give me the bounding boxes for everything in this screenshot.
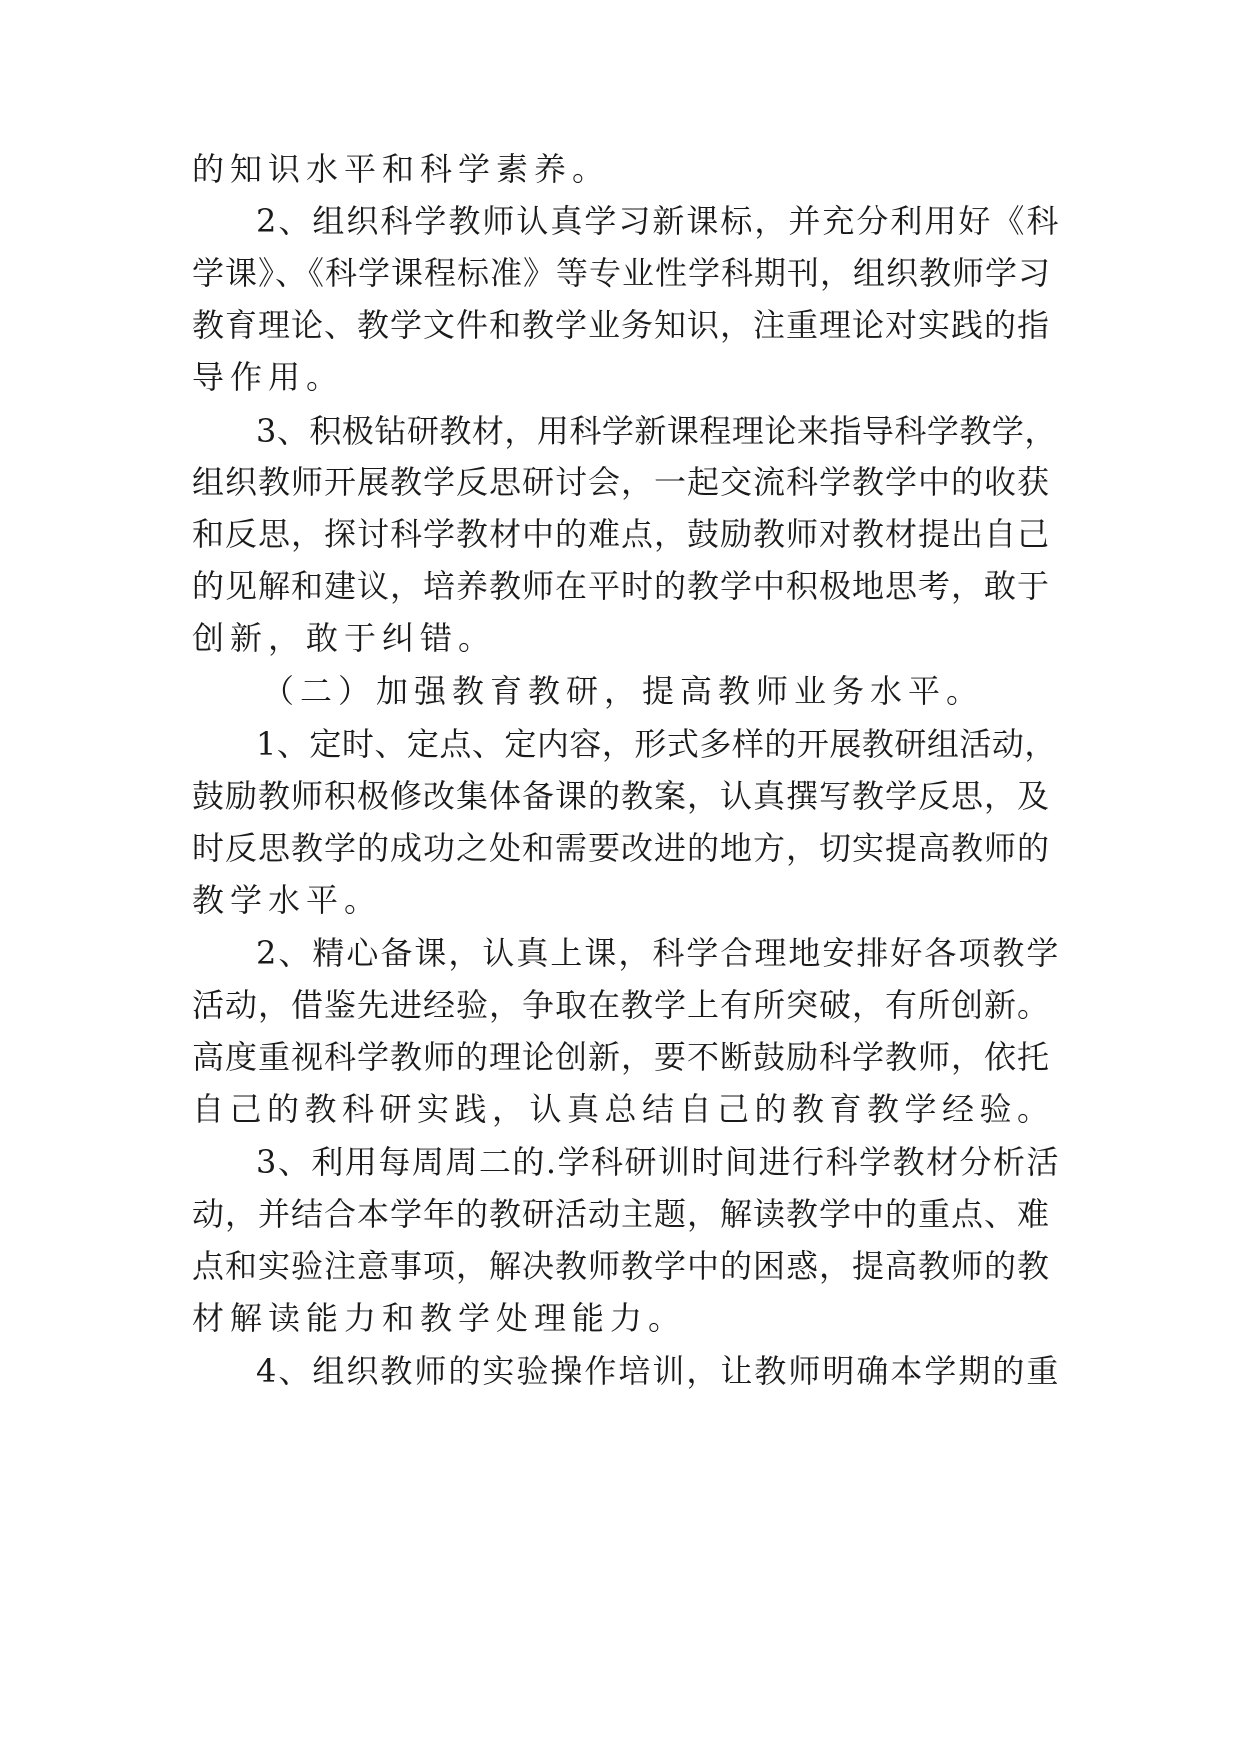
section-heading: （二）加强教育教研，提高教师业务水平。 — [262, 672, 985, 710]
text-line: 高度重视科学教师的理论创新，要不断鼓励科学教师，依托 — [192, 1038, 1051, 1076]
text-line: 导作用。 — [192, 358, 345, 396]
text-line: 的见解和建议，培养教师在平时的教学中积极地思考，敢于 — [192, 567, 1051, 605]
text-line: 活动，借鉴先进经验，争取在教学上有所突破，有所创新。 — [192, 986, 1051, 1024]
text-line: 4、组织教师的实验操作培训，让教师明确本学期的重 — [256, 1352, 1061, 1390]
text-line: 组织教师开展教学反思研讨会，一起交流科学教学中的收获 — [192, 463, 1051, 501]
text-line: 动，并结合本学年的教研活动主题，解读教学中的重点、难 — [192, 1195, 1051, 1233]
text-line: 学课》、《科学课程标准》等专业性学科期刊，组织教师学习 — [192, 254, 1052, 292]
text-line: 自己的教科研实践，认真总结自己的教育教学经验。 — [192, 1090, 1055, 1128]
text-line: 3、利用每周周二的.学科研训时间进行科学教材分析活 — [256, 1143, 1061, 1181]
text-line: 材解读能力和教学处理能力。 — [192, 1299, 687, 1337]
text-line: 1、定时、定点、定内容，形式多样的开展教研组活动， — [256, 725, 1057, 763]
text-line: 点和实验注意事项，解决教师教学中的困惑，提高教师的教 — [192, 1247, 1051, 1285]
text-line: 时反思教学的成功之处和需要改进的地方，切实提高教师的 — [192, 829, 1051, 867]
text-line: 2、组织科学教师认真学习新课标，并充分利用好《科 — [256, 202, 1061, 240]
text-line: 2、精心备课，认真上课，科学合理地安排好各项教学 — [256, 934, 1061, 972]
text-line: 的知识水平和科学素养。 — [192, 150, 611, 188]
text-line: 鼓励教师积极修改集体备课的教案，认真撰写教学反思，及 — [192, 777, 1051, 815]
text-line: 教育理论、教学文件和教学业务知识，注重理论对实践的指 — [192, 306, 1051, 344]
text-line: 创新，敢于纠错。 — [192, 619, 497, 657]
text-line: 和反思，探讨科学教材中的难点，鼓励教师对教材提出自己 — [192, 515, 1051, 553]
text-line: 教学水平。 — [192, 881, 383, 919]
text-line: 3、积极钻研教材，用科学新课程理论来指导科学教学， — [256, 412, 1057, 450]
